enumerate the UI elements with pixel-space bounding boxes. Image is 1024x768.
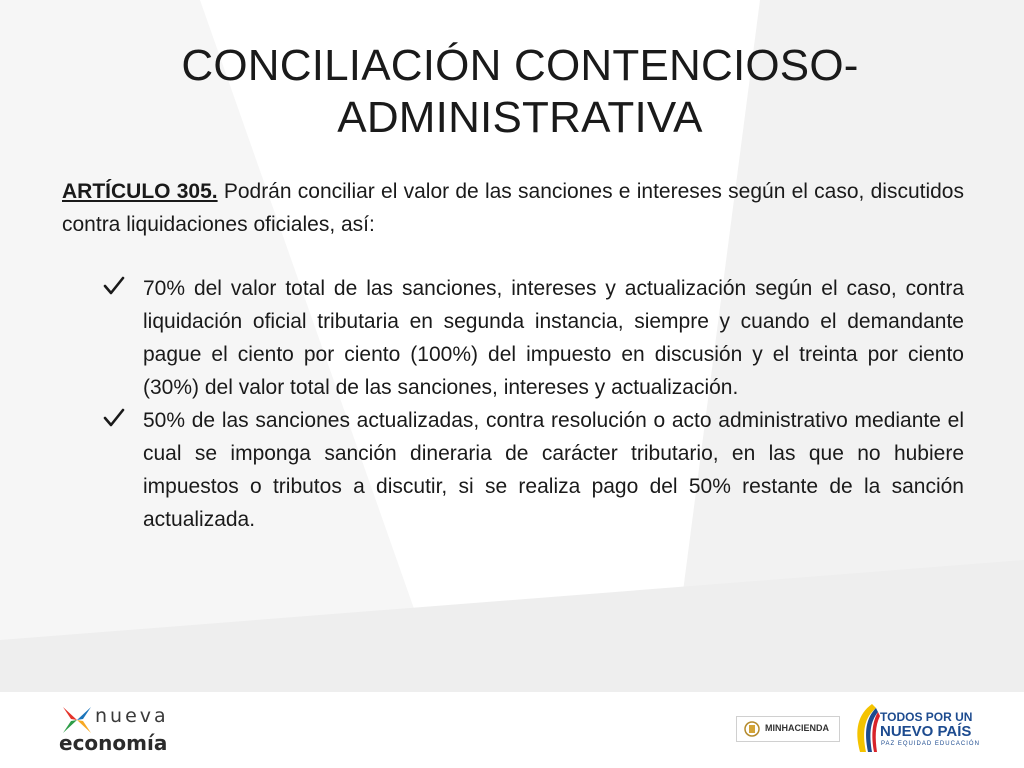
bullet-text: 50% de las sanciones actualizadas, contra resolución o acto administrativo mediante el cual se imponga sanción dineraria de carácter tributario, en las que no hubiere impuestos o tributos a discutir, si se realiza pago del 50% restante de la sanción actualizada.	[143, 409, 964, 531]
todos-tagline: PAZ EQUIDAD EDUCACIÓN	[881, 741, 980, 747]
checkmark-icon	[103, 407, 125, 429]
article-intro	[62, 175, 964, 241]
article-label: ARTÍCULO 305.	[62, 180, 218, 203]
logo-text-nueva: nueva	[95, 705, 169, 727]
todos-line-2: NUEVO PAÍS	[880, 723, 972, 740]
minhacienda-label: MINHACIENDA	[765, 723, 829, 733]
bullet-list	[100, 272, 964, 536]
flag-swoosh-icon	[850, 700, 880, 756]
nueva-economia-logo	[55, 705, 175, 757]
minhacienda-logo	[736, 716, 840, 742]
todos-line-1: TODOS POR UN	[880, 710, 973, 724]
todos-por-un-nuevo-pais-logo	[850, 700, 980, 756]
coat-of-arms-icon	[743, 720, 761, 738]
logo-text-economia: economía	[59, 731, 168, 755]
slide-title	[90, 40, 950, 144]
title-line-2: ADMINISTRATIVA	[337, 93, 703, 142]
list-item	[100, 272, 964, 404]
bullet-text: 70% del valor total de las sanciones, intereses y actualización según el caso, contra liquidación oficial tributaria en segunda instancia, siempre y cuando el demandante pague el ciento por ciento (100%) del impuesto en discusión y el treinta por ciento (30%) del valor total de las sanciones, intereses y actualización.	[143, 277, 964, 399]
list-item	[100, 404, 964, 536]
title-line-1: CONCILIACIÓN CONTENCIOSO-	[181, 41, 859, 90]
checkmark-icon	[103, 275, 125, 297]
article-intro-text: Podrán conciliar el valor de las sanciones e intereses según el caso, discutidos contra liquidaciones oficiales, así:	[62, 180, 964, 236]
